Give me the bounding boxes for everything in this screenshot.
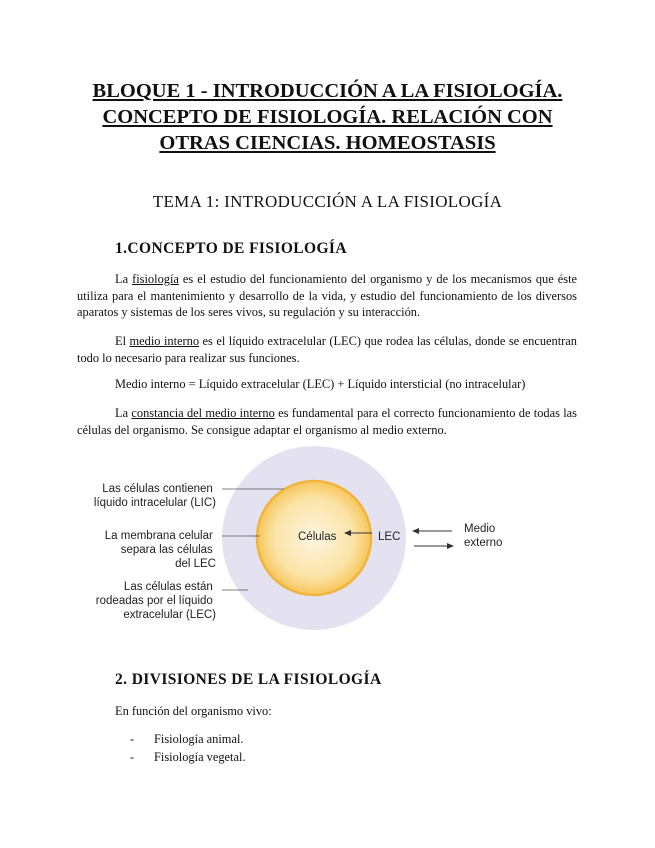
label-external-line-1: Medio: [464, 523, 496, 535]
paragraph-fisiologia: [77, 271, 577, 321]
paragraph-medio-interno-post: es el líquido extracelular (LEC) que rodea las células, donde se encuentran todo lo necesario para realizar sus funciones.: [77, 334, 577, 365]
main-title-line-3: OTRAS CIENCIAS. HOMEOSTASIS: [159, 132, 496, 154]
label-lec-line-1: Las células están: [123, 581, 213, 593]
label-lec-line-2: rodeadas por el líquido: [95, 595, 213, 607]
bullet-dash: -: [130, 750, 135, 764]
label-membrana-line-2: separa las células: [120, 544, 213, 556]
divisions-list: [130, 730, 246, 766]
list-item-label: Fisiología animal.: [154, 732, 244, 746]
bullet-dash: -: [130, 732, 135, 746]
label-membrana-line-1: La membrana celular: [104, 530, 213, 542]
main-title: [60, 78, 595, 156]
label-cells: Células: [298, 531, 337, 543]
section-1-heading: 1.CONCEPTO DE FISIOLOGÍA: [115, 240, 347, 257]
label-lec-description: [96, 581, 216, 621]
arrow-lec-to-external-head: [447, 543, 454, 549]
label-lic: [94, 483, 216, 509]
label-membrana: [105, 530, 216, 570]
paragraph-fisiologia-post: es el estudio del funcionamiento del organismo y de los mecanismos que éste utiliza para el mantenimiento y desarrollo de la vida, y estudio del funcionamiento de los diversos aparatos y sistemas de los seres vivos, su regulación y su interacción.: [77, 272, 578, 319]
paragraph-constancia-pre: La: [115, 406, 132, 420]
divisions-intro: En función del organismo vivo:: [115, 704, 272, 718]
medio-interno-diagram: [60, 445, 550, 645]
label-lic-line-1: Las células contienen: [102, 483, 213, 495]
list-item: [130, 748, 246, 766]
paragraph-medio-interno-pre: El: [115, 334, 130, 348]
paragraph-constancia: [77, 405, 577, 438]
list-item-label: Fisiología vegetal.: [154, 750, 246, 764]
label-lec: LEC: [378, 531, 401, 543]
paragraph-constancia-post: es fundamental para el correcto funcionamiento de todas las células del organismo. Se consigue adaptar el organismo al medio externo.: [77, 406, 577, 437]
paragraph-medio-interno: [77, 333, 577, 366]
term-medio-interno: medio interno: [129, 334, 200, 348]
label-lic-line-2: líquido intracelular (LIC): [93, 497, 216, 509]
term-fisiologia: fisiología: [132, 272, 179, 286]
label-external-line-2: externo: [464, 537, 503, 549]
tema-heading: TEMA 1: INTRODUCCIÓN A LA FISIOLOGÍA: [152, 192, 503, 211]
arrow-external-to-lec-head: [412, 528, 419, 534]
main-title-line-2: CONCEPTO DE FISIOLOGÍA. RELACIÓN CON: [102, 106, 553, 128]
label-external: [464, 523, 502, 549]
label-lec-line-3: extracelular (LEC): [123, 609, 216, 621]
main-title-line-1: BLOQUE 1 - INTRODUCCIÓN A LA FISIOLOGÍA.: [92, 80, 563, 102]
formula-medio-interno: Medio interno = Líquido extracelular (LEC) + Líquido intersticial (no intracelular): [115, 377, 526, 391]
term-constancia: constancia del medio interno: [131, 406, 275, 420]
label-membrana-line-3: del LEC: [175, 558, 216, 570]
section-2-heading: 2. DIVISIONES DE LA FISIOLOGÍA: [115, 671, 382, 688]
list-item: [130, 730, 246, 748]
paragraph-fisiologia-pre: La: [115, 272, 133, 286]
